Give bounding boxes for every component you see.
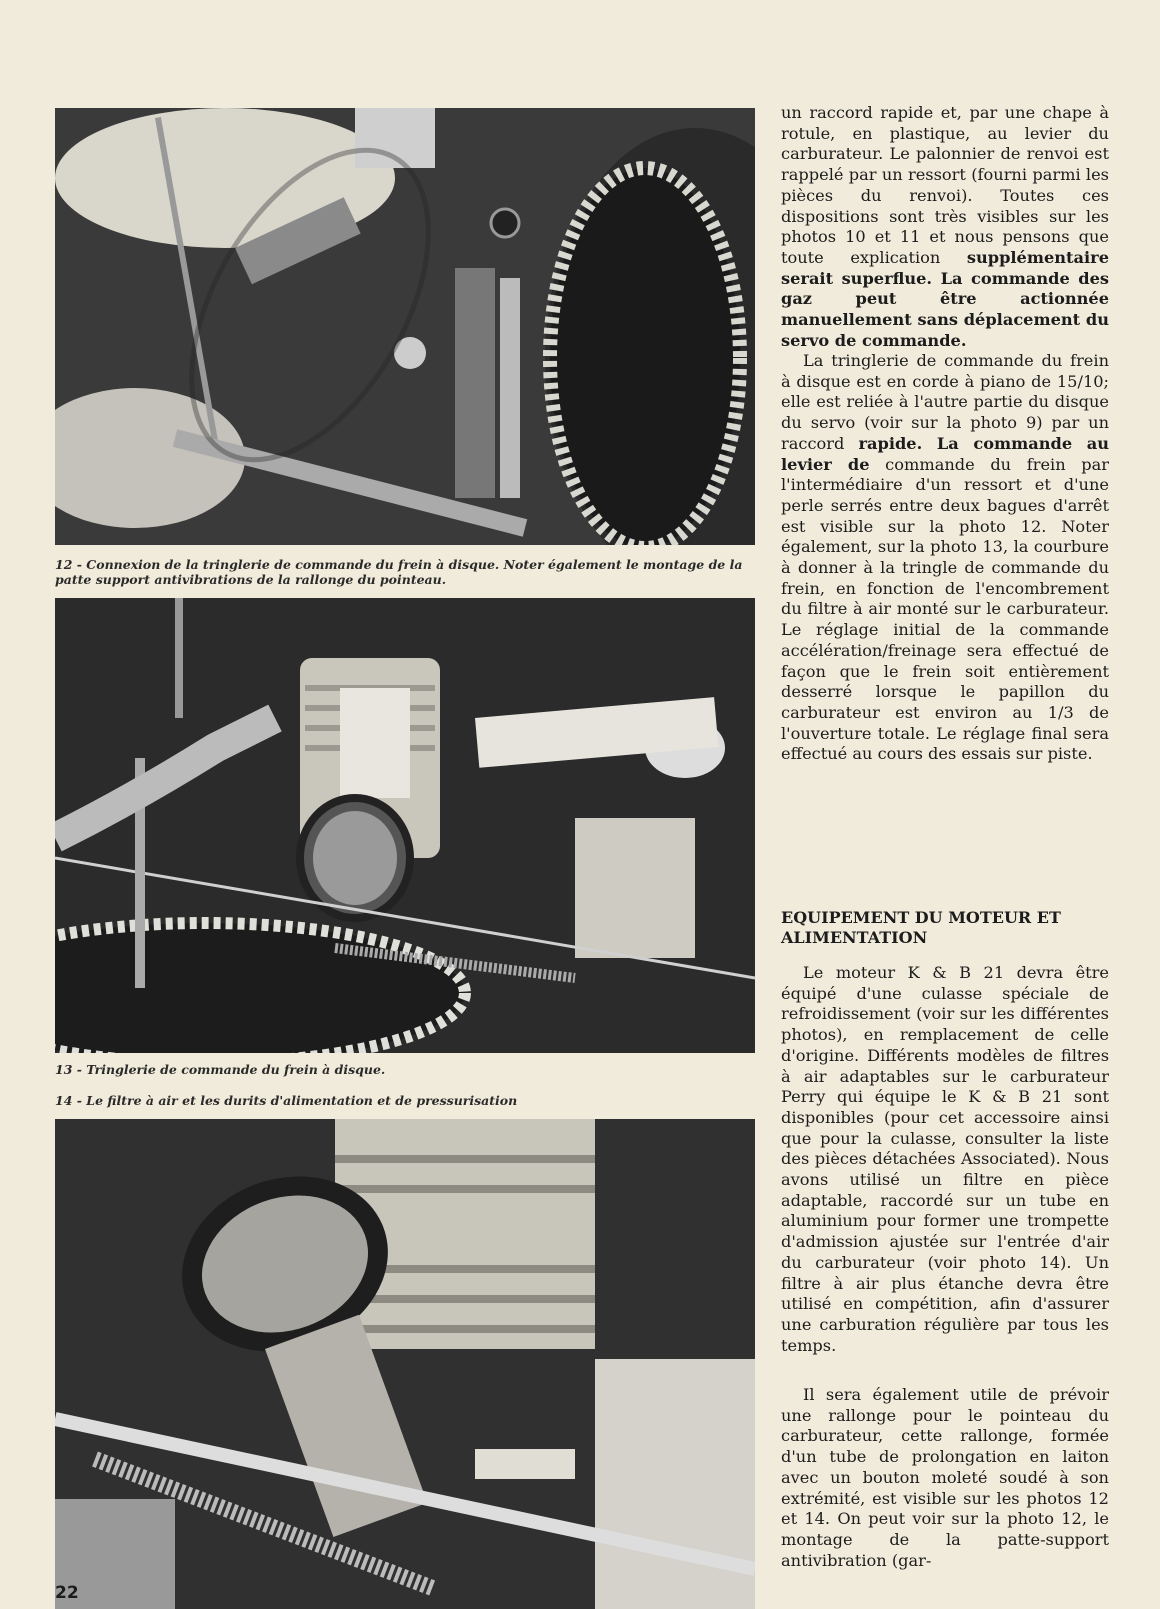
paragraph-4: Il sera également utile de prévoir une rallonge pour le pointeau du carburateur, cette rallonge, formée d'un tube de prolongation en laiton avec un bouton moleté soudé à son extrémité, est visible sur les photos 12 et 14. On peut voir sur la photo 12, le montage de la patte-support antivibration (gar- xyxy=(781,1385,1109,1570)
paragraph-1 xyxy=(781,103,1109,351)
caption-photo-13: 13 - Tringlerie de commande du frein à disque. xyxy=(55,1062,386,1077)
paragraph-1-text: un raccord rapide et, par une chape à rotule, en plastique, au levier du carburateur. Le palonnier de renvoi est rappelé par un ressort (fourni parmi les pièces du renvoi). Toutes ces dispositions sont très visibles sur les photos 10 et 11 et nous pensons que toute explication xyxy=(781,103,1109,267)
paragraph-2-bold: rapide. La commande au levier de xyxy=(781,433,1109,474)
photo-13-image xyxy=(55,598,755,1053)
photo-14-image xyxy=(55,1119,755,1609)
page-number: 22 xyxy=(55,1583,79,1603)
paragraph-3: Le moteur K & B 21 devra être équipé d'une culasse spéciale de refroidissement (voir sur les différentes photos), en remplacement de celle d'origine. Différents modèles de filtres à air adaptables sur le carburateur Perry qui équipe le K & B 21 sont disponibles (pour cet accessoire ainsi que pour la culasse, consulter la liste des pièces détachées Associated). Nous avons utilisé un filtre en pièce adaptable, raccordé sur un tube en aluminium pour former une trompette d'admission ajustée sur l'entrée d'air du carburateur (voir photo 14). Un filtre à air plus étanche devra être utilisé en compétition, afin d'assurer une carburation régulière par tous les temps. xyxy=(781,963,1109,1355)
caption-photo-12: 12 - Connexion de la tringlerie de commande du frein à disque. Noter également le montage de la patte support antivibrations de la rallonge du pointeau. xyxy=(55,557,743,587)
paragraph-2 xyxy=(781,351,1109,765)
photo-12 xyxy=(55,108,755,545)
photo-12-image xyxy=(55,108,755,545)
section-heading: EQUIPEMENT DU MOTEUR ET ALIMENTATION xyxy=(781,908,1061,947)
paragraph-2-text-a: La tringlerie de commande du frein à disque est en corde à piano de 15/10; elle est reliée à l'autre partie du disque du servo (voir sur la photo 9) par un raccord xyxy=(781,351,1109,453)
paragraph-1-bold: supplémentaire serait superflue. La commande des gaz peut être actionnée manuellement sans déplacement du servo de commande. xyxy=(781,247,1109,350)
paragraph-2-text-c: commande du frein par l'intermédiaire d'un ressort et d'une perle serrés entre deux bagues d'arrêt est visible sur la photo 12. Noter également, sur la photo 13, la courbure à donner à la tringle de commande du frein, en fonction de l'encombrement du filtre à air monté sur le carburateur. Le réglage initial de la commande accélération/freinage sera effectué de façon que le frein soit entièrement desserré lorsque le papillon du carburateur est environ au 1/3 de l'ouverture totale. Le réglage final sera effectué au cours des essais sur piste. xyxy=(781,454,1109,764)
photo-14 xyxy=(55,1119,755,1609)
caption-photo-14: 14 - Le filtre à air et les durits d'alimentation et de pressurisation xyxy=(55,1093,518,1108)
photo-13 xyxy=(55,598,755,1053)
